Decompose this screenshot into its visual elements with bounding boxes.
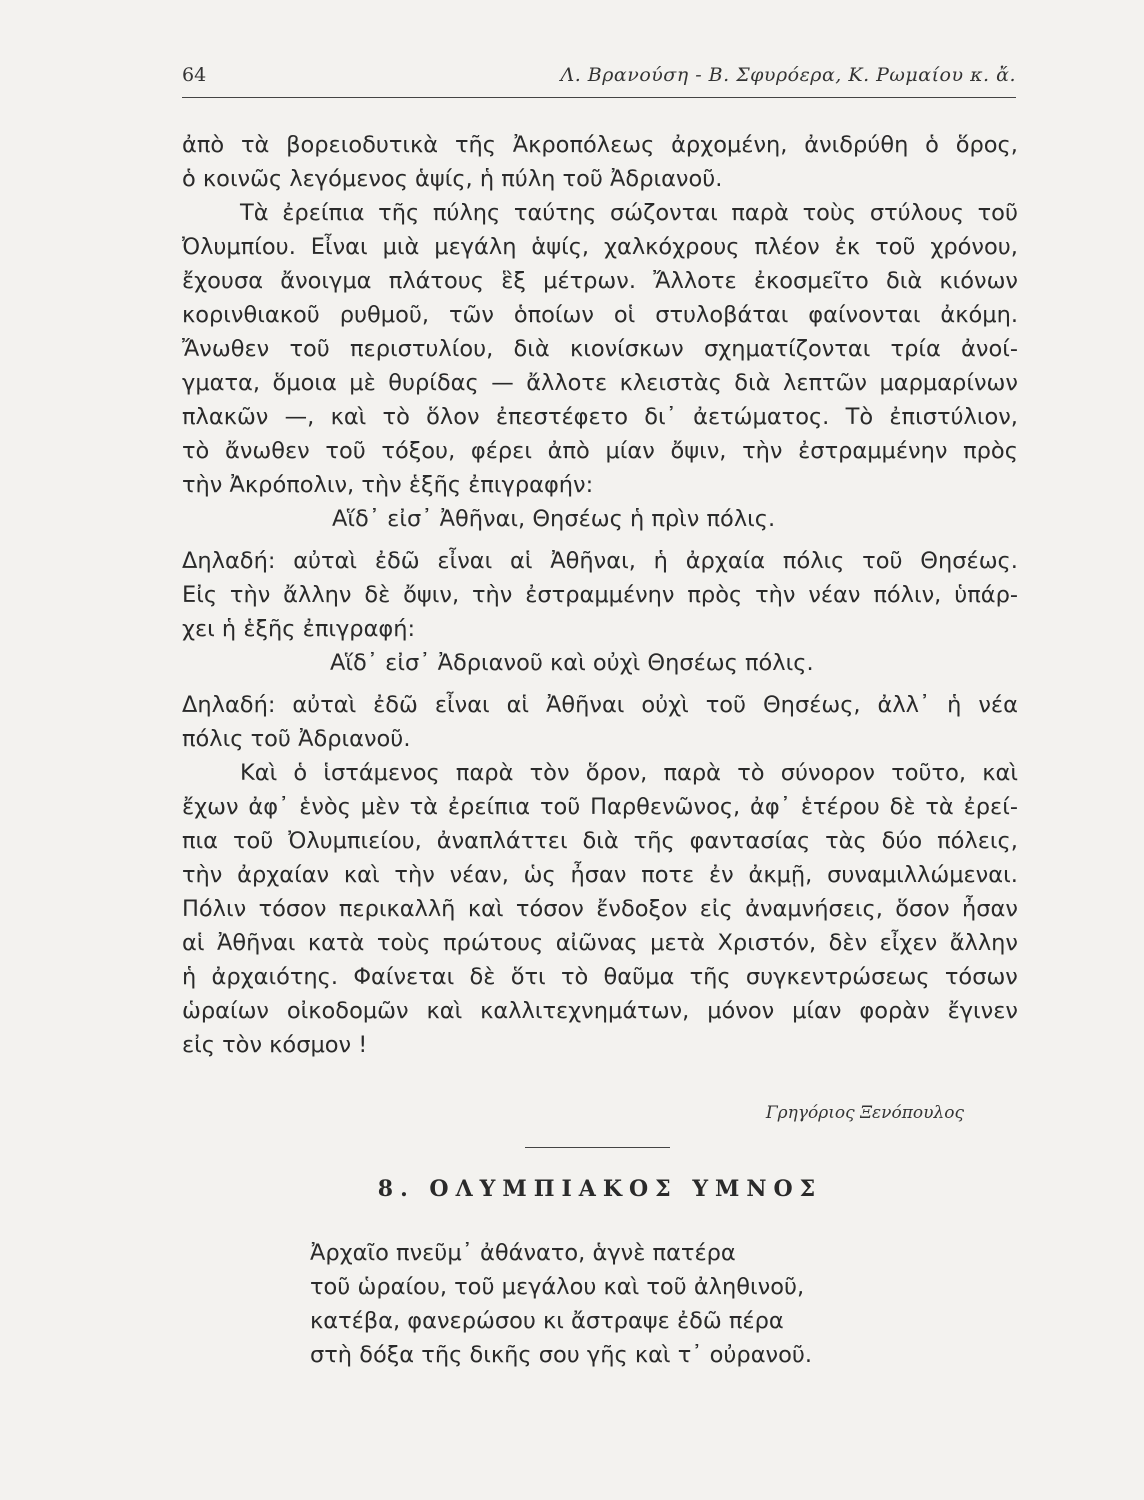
text-line: πια τοῦ Ὀλυμπιείου, ἀναπλάττει διὰ τῆς φαντασίας τὰς δύο πόλεις,	[182, 828, 1018, 854]
text-line: τὸ ἄνωθεν τοῦ τόξου, φέρει ἀπὸ μίαν ὄψιν, τὴν ἐστραμμένην πρὸς	[182, 438, 1018, 464]
section-title: 8. ΟΛΥΜΠΙΑΚΟΣ ΥΜΝΟΣ	[377, 1176, 823, 1202]
text-line: αἱ Ἀθῆναι κατὰ τοὺς πρώτους αἰῶνας μετὰ Χριστόν, δὲν εἶχεν ἄλλην	[182, 930, 1018, 956]
inscription-2: Αἵδ᾽ εἰσ᾽ Ἀδριανοῦ καὶ οὐχὶ Θησέως πόλις.	[330, 650, 814, 676]
running-header	[182, 64, 1016, 90]
text-line: τὴν ἀρχαίαν καὶ τὴν νέαν, ὡς ἦσαν ποτε ἐν ἀκμῇ, συναμιλλώμεναι.	[182, 862, 1018, 888]
poem-line: κατέβα, φανερώσου κι ἄστραψε ἐδῶ πέρα	[310, 1308, 784, 1334]
poem-line: Ἀρχαῖο πνεῦμ᾽ ἀθάνατο, ἁγνὲ πατέρα	[310, 1240, 736, 1266]
text-line: Καὶ ὁ ἱστάμενος παρὰ τὸν ὅρον, παρὰ τὸ σύνορον τοῦτο, καὶ	[240, 760, 1018, 786]
text-line: Δηλαδή: αὐταὶ ἐδῶ εἶναι αἱ Ἀθῆναι, ἡ ἀρχαία πόλις τοῦ Θησέως.	[182, 548, 1018, 574]
text-line: ὁ κοινῶς λεγόμενος ἁψίς, ἡ πύλη τοῦ Ἀδριανοῦ.	[182, 166, 723, 192]
header-authors: Λ. Βρανούση - Β. Σφυρόερα, Κ. Ρωμαίου κ. ἄ.	[560, 64, 1016, 86]
text-line: ἀπὸ τὰ βορειοδυτικὰ τῆς Ἀκροπόλεως ἀρχομένη, ἀνιδρύθη ὁ ὅρος,	[182, 132, 1018, 158]
text-line: ἔχων ἀφ᾽ ἑνὸς μὲν τὰ ἐρείπια τοῦ Παρθενῶνος, ἀφ᾽ ἑτέρου δὲ τὰ ἐρεί-	[182, 794, 1018, 820]
text-line: πόλις τοῦ Ἀδριανοῦ.	[182, 726, 411, 752]
text-line: Ἄνωθεν τοῦ περιστυλίου, διὰ κιονίσκων σχηματίζονται τρία ἀνοί-	[182, 336, 1018, 362]
section-divider	[525, 1147, 670, 1148]
text-line: ἡ ἀρχαιότης. Φαίνεται δὲ ὅτι τὸ θαῦμα τῆς συγκεντρώσεως τόσων	[182, 964, 1018, 990]
poem-line: στὴ δόξα τῆς δικῆς σου γῆς καὶ τ᾽ οὐρανοῦ.	[310, 1342, 813, 1368]
text-line: πλακῶν —, καὶ τὸ ὅλον ἐπεστέφετο δι᾽ ἀετώματος. Τὸ ἐπιστύλιον,	[182, 404, 1018, 430]
main-text	[182, 128, 1018, 1062]
page-number: 64	[182, 64, 207, 86]
text-line: Δηλαδή: αὐταὶ ἐδῶ εἶναι αἱ Ἀθῆναι οὐχὶ τοῦ Θησέως, ἀλλ᾽ ἡ νέα	[182, 692, 1018, 718]
inscription-1: Αἵδ᾽ εἰσ᾽ Ἀθῆναι, Θησέως ἡ πρὶν πόλις.	[332, 506, 776, 532]
poem	[310, 1236, 812, 1372]
text-line: τὴν Ἀκρόπολιν, τὴν ἑξῆς ἐπιγραφήν:	[182, 472, 594, 498]
text-line: χει ἡ ἑξῆς ἐπιγραφή:	[182, 616, 416, 642]
signature: Γρηγόριος Ξενόπουλος	[765, 1103, 964, 1123]
text-line: ἔχουσα ἄνοιγμα πλάτους ἓξ μέτρων. Ἄλλοτε ἐκοσμεῖτο διὰ κιόνων	[182, 268, 1018, 294]
text-line: Πόλιν τόσον περικαλλῆ καὶ τόσον ἔνδοξον εἰς ἀναμνήσεις, ὅσον ἦσαν	[182, 896, 1018, 922]
header-rule	[182, 97, 1016, 98]
text-line: Ὀλυμπίου. Εἶναι μιὰ μεγάλη ἁψίς, χαλκόχρους πλέον ἐκ τοῦ χρόνου,	[182, 234, 1018, 260]
text-line: ὡραίων οἰκοδομῶν καὶ καλλιτεχνημάτων, μόνον μίαν φορὰν ἔγινεν	[182, 998, 1018, 1024]
poem-line: τοῦ ὡραίου, τοῦ μεγάλου καὶ τοῦ ἀληθινοῦ,	[310, 1274, 805, 1300]
text-line: κορινθιακοῦ ρυθμοῦ, τῶν ὁποίων οἱ στυλοβάται φαίνονται ἀκόμη.	[182, 302, 1018, 328]
text-line: Τὰ ἐρείπια τῆς πύλης ταύτης σώζονται παρὰ τοὺς στύλους τοῦ	[240, 200, 1018, 226]
text-line: Εἰς τὴν ἄλλην δὲ ὄψιν, τὴν ἐστραμμένην πρὸς τὴν νέαν πόλιν, ὑπάρ-	[182, 582, 1018, 608]
text-line: γματα, ὅμοια μὲ θυρίδας — ἄλλοτε κλειστὰς διὰ λεπτῶν μαρμαρίνων	[182, 370, 1018, 396]
text-line: εἰς τὸν κόσμον !	[182, 1032, 368, 1058]
